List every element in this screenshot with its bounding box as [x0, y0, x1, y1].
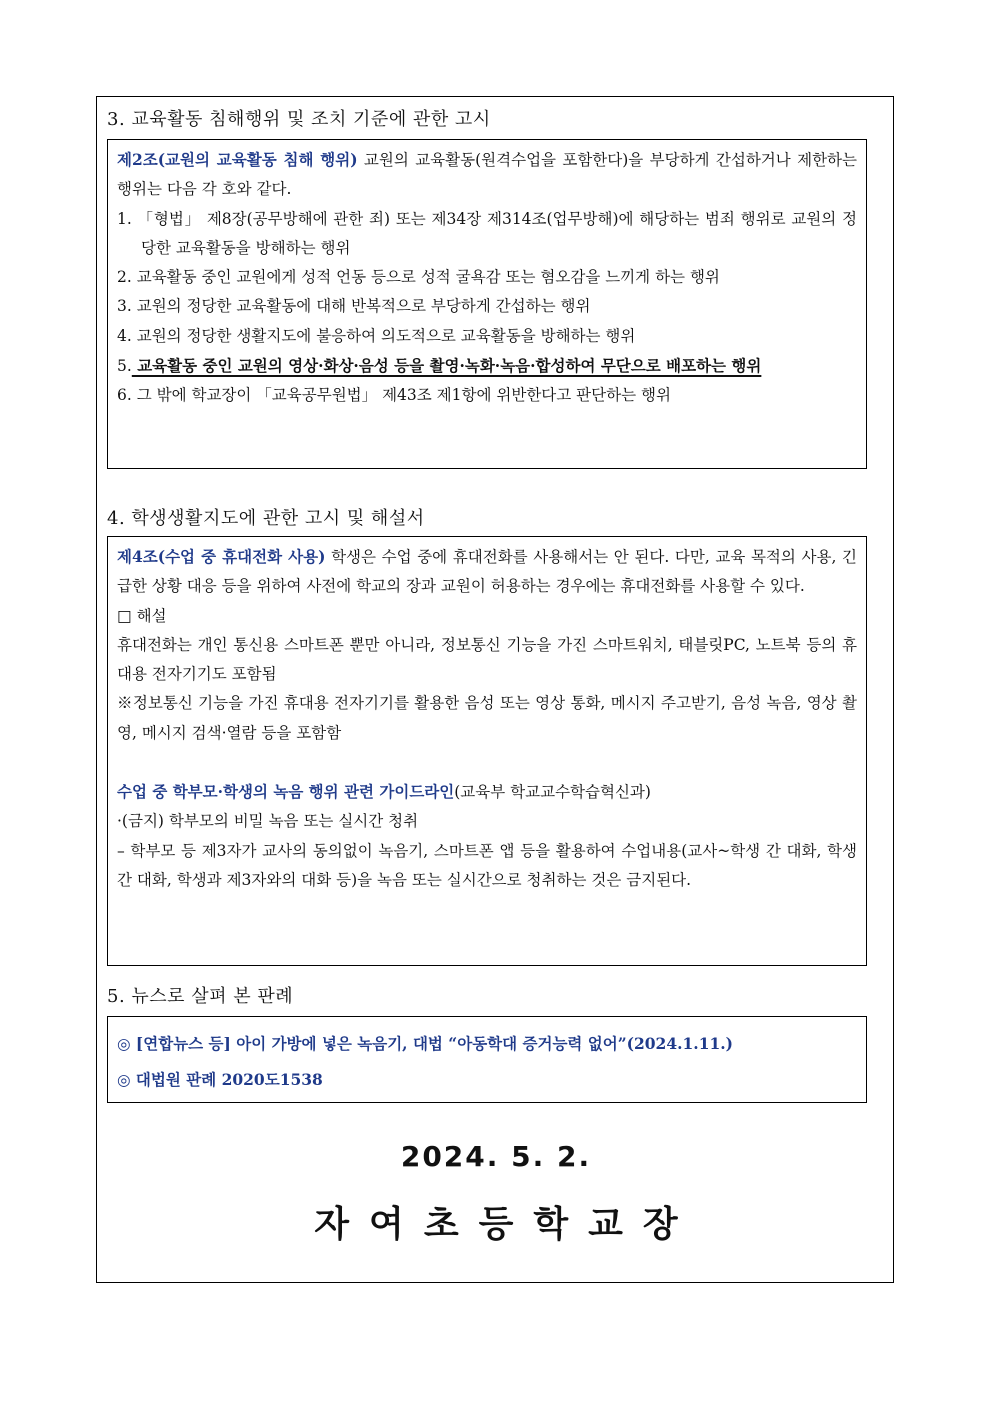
- section4-commentary-label: □ 해설: [117, 606, 167, 625]
- section3-item-5: [117, 351, 857, 381]
- section4-article: [117, 542, 857, 602]
- section3-article: [117, 145, 857, 205]
- section4-heading: 4. 학생생활지도에 관한 고시 및 해설서: [107, 508, 425, 529]
- section3-item-2: 2. 교육활동 중인 교원에게 성적 언동 등으로 성적 굴욕감 또는 혐오감을 느끼게 하는 행위: [117, 268, 720, 287]
- section3-article-text: 교원의 교육활동(원격수업을 포함한다)을 부당하게 간섭하거나 제한하는 행위는 다음 각 호와 같다.: [117, 151, 857, 199]
- section4-commentary-1: 휴대전화는 개인 통신용 스마트폰 뿐만 아니라, 정보통신 기능을 가진 스마트워치, 태블릿PC, 노트북 등의 휴대용 전자기기도 포함됨: [117, 635, 857, 684]
- section4-article-title: 제4조(수업 중 휴대전화 사용): [117, 547, 326, 566]
- section3-article-title: 제2조(교원의 교육활동 침해 행위): [117, 150, 358, 169]
- section3-item-5-text: 교육활동 중인 교원의 영상·화상·음성 등을 촬영·녹화·녹음·합성하여 무단으로 배포하는 행위: [131, 356, 762, 376]
- section4-guide-heading: [117, 777, 857, 807]
- section4-box: [107, 536, 867, 966]
- section3-box: [107, 139, 867, 469]
- section3-heading: 3. 교육활동 침해행위 및 조치 기준에 관한 고시: [107, 109, 491, 130]
- section5-box: [107, 1016, 867, 1103]
- section5-heading: 5. 뉴스로 살펴 본 판례: [107, 986, 294, 1007]
- section3-item-3: 3. 교원의 정당한 교육활동에 대해 반복적으로 부당하게 간섭하는 행위: [117, 297, 591, 316]
- section3-item-6: 6. 그 밖에 학교장이 「교육공무원법」 제43조 제1항에 위반한다고 판단하는 행위: [117, 386, 671, 405]
- school-principal: 자여초등학교장: [314, 1204, 698, 1245]
- section4-guide-detail: – 학부모 등 제3자가 교사의 동의없이 녹음기, 스마트폰 앱 등을 활용하여 수업내용(교사~학생 간 대화, 학생 간 대화, 학생과 제3자와의 대화 등)을 녹음 또는 실시간으로 청취하는 것은 금지된다.: [117, 841, 857, 889]
- section4-spacer: [117, 748, 857, 777]
- section4-article-text: 학생은 수업 중에 휴대전화를 사용해서는 안 된다. 다만, 교육 목적의 사용, 긴급한 상황 대응 등을 위하여 사전에 학교의 장과 교원이 허용하는 경우에는 휴대전화를 사용할 수 있다.: [117, 548, 857, 596]
- issue-date: 2024. 5. 2.: [400, 1140, 592, 1173]
- news-item-1: [117, 1026, 857, 1062]
- section4-guide-item: ·(금지) 학부모의 비밀 녹음 또는 실시간 청취: [117, 812, 419, 831]
- news-item-1-date: (2024.1.11.): [626, 1034, 734, 1053]
- section3-item-5-number: 5.: [117, 357, 132, 376]
- section3-item-4: 4. 교원의 정당한 생활지도에 불응하여 의도적으로 교육활동을 방해하는 행위: [117, 326, 636, 345]
- section4-commentary-2: ※정보통신 기능을 가진 휴대용 전자기기를 활용한 음성 또는 영상 통화, 메시지 주고받기, 음성 녹음, 영상 촬영, 메시지 검색·열람 등을 포함함: [117, 694, 857, 742]
- news-item-1-title: ◎ [연합뉴스 등] 아이 가방에 넣은 녹음기, 대법 “아동학대 증거능력 없어”: [117, 1034, 627, 1053]
- section4-guide-title: 수업 중 학부모·학생의 녹음 행위 관련 가이드라인: [117, 782, 455, 802]
- section3-item-1: 1. 「형법」 제8장(공무방해에 관한 죄) 또는 제34장 제314조(업무방해)에 해당하는 범죄 행위로 교원의 정당한 교육활동을 방해하는 행위: [117, 209, 857, 257]
- section4-guide-source: (교육부 학교교수학습혁신과): [454, 783, 651, 802]
- news-item-2: ◎ 대법원 판례 2020도1538: [117, 1070, 323, 1089]
